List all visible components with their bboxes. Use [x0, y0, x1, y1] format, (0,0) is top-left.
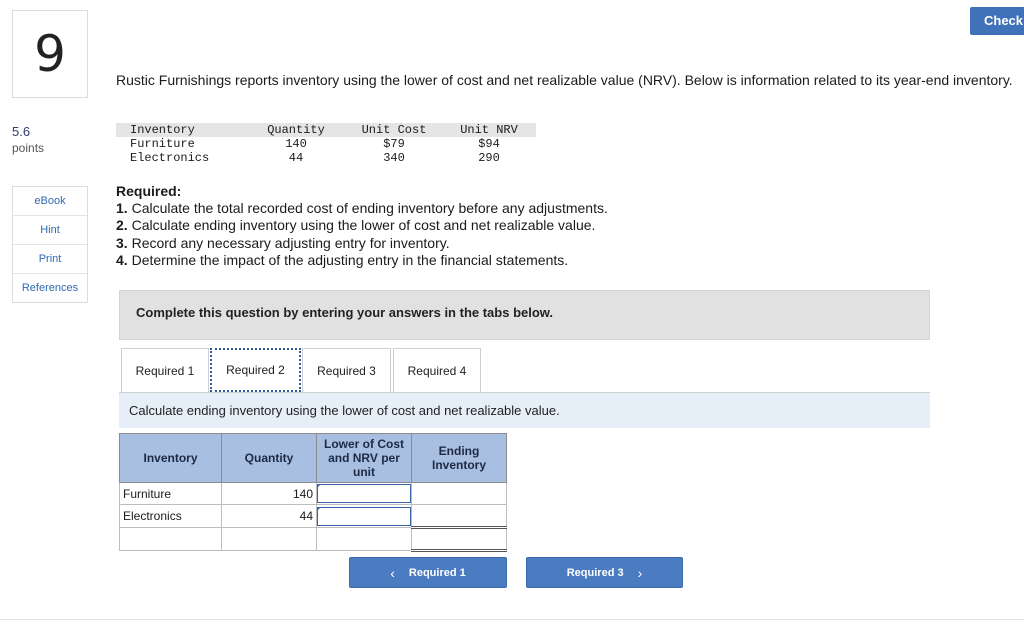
required-item-text: Calculate the total recorded cost of ending inventory before any adjustments. [131, 200, 608, 216]
prev-button[interactable] [349, 557, 507, 588]
tab-required-3[interactable]: Required 3 [302, 348, 391, 392]
header-inventory: Inventory [116, 123, 246, 137]
prev-button-label: Required 1 [408, 566, 466, 579]
table-row [120, 483, 507, 505]
inventory-data-header [116, 123, 536, 137]
furniture-lcnrv-input[interactable] [317, 484, 411, 503]
chevron-left-icon: ‹ [390, 564, 395, 581]
required-item [116, 252, 608, 269]
cell-ending-inventory[interactable] [412, 505, 507, 528]
ebook-link[interactable]: eBook [13, 187, 87, 216]
chevron-right-icon: › [637, 564, 643, 581]
cell-quantity: 44 [288, 151, 304, 165]
total-quantity-cell [222, 528, 317, 551]
cell-item: Furniture [120, 483, 222, 505]
cell-lower-cost-nrv [317, 483, 412, 505]
table-row [116, 151, 536, 165]
col-header-ending-inventory: Ending Inventory [412, 434, 507, 483]
cell-item: Electronics [130, 151, 210, 165]
total-ending-inventory-cell[interactable] [412, 528, 507, 551]
cell-ending-inventory[interactable] [412, 483, 507, 505]
col-header-inventory: Inventory [120, 434, 222, 483]
hint-link[interactable]: Hint [13, 216, 87, 245]
answer-table [119, 433, 507, 552]
tab-required-1[interactable]: Required 1 [121, 348, 209, 392]
required-list [116, 200, 608, 269]
footer-divider [0, 619, 1024, 620]
cell-lower-cost-nrv [317, 505, 412, 528]
question-text: Rustic Furnishings reports inventory using the lower of cost and net realizable value (NRV). Below is information related to its year-end inventory. [116, 72, 1013, 88]
tab-instruction: Calculate ending inventory using the lower of cost and net realizable value. [119, 393, 930, 428]
table-row [116, 137, 536, 151]
col-header-quantity: Quantity [222, 434, 317, 483]
question-number: 9 [12, 10, 88, 98]
required-item-number: 2. [116, 217, 128, 234]
cell-item: Furniture [130, 137, 195, 151]
required-item-number: 4. [116, 251, 128, 268]
required-item-text: Calculate ending inventory using the lower of cost and net realizable value. [131, 217, 596, 234]
required-item-text: Record any necessary adjusting entry for inventory. [131, 234, 450, 251]
inventory-data-table [116, 123, 536, 165]
required-item [116, 217, 608, 234]
required-item [116, 200, 608, 217]
instruction-text: Complete this question by entering your answers in the tabs below. [136, 305, 554, 320]
next-button-label: Required 3 [566, 566, 624, 579]
table-row [120, 505, 507, 528]
cell-unit-nrv: $94 [478, 137, 500, 151]
required-item-number: 1. [116, 200, 128, 216]
points-label: points [12, 141, 45, 155]
cell-unit-nrv: 290 [478, 151, 500, 165]
electronics-lcnrv-input[interactable] [317, 507, 411, 526]
header-quantity: Quantity [246, 123, 346, 137]
header-unit-nrv: Unit NRV [442, 123, 536, 137]
required-title: Required: [116, 183, 182, 199]
cell-quantity: 140 [285, 137, 307, 151]
header-unit-cost: Unit Cost [346, 123, 442, 137]
cell-quantity: 140 [222, 483, 317, 505]
total-row [120, 528, 507, 551]
tab-required-4[interactable]: Required 4 [393, 348, 481, 392]
col-header-lower-cost-nrv: Lower of Cost and NRV per unit [317, 434, 412, 483]
cell-unit-cost: $79 [383, 137, 405, 151]
total-label-cell [120, 528, 222, 551]
required-item [116, 235, 608, 252]
answer-table-header [120, 434, 507, 483]
check-button[interactable]: Check [970, 7, 1024, 35]
next-button[interactable] [526, 557, 683, 588]
instruction-bar [119, 290, 930, 340]
references-link[interactable]: References [21, 282, 79, 294]
points-value: 5.6 [12, 124, 31, 139]
cell-item: Electronics [120, 505, 222, 528]
side-menu [12, 186, 88, 303]
required-item-number: 3. [116, 234, 128, 251]
required-item-text: Determine the impact of the adjusting entry in the financial statements. [131, 251, 569, 268]
print-link[interactable]: Print [13, 245, 87, 274]
total-lcnrv-cell [317, 528, 412, 551]
cell-unit-cost: 340 [383, 151, 405, 165]
tab-required-2[interactable]: Required 2 [210, 348, 301, 392]
cell-quantity: 44 [222, 505, 317, 528]
